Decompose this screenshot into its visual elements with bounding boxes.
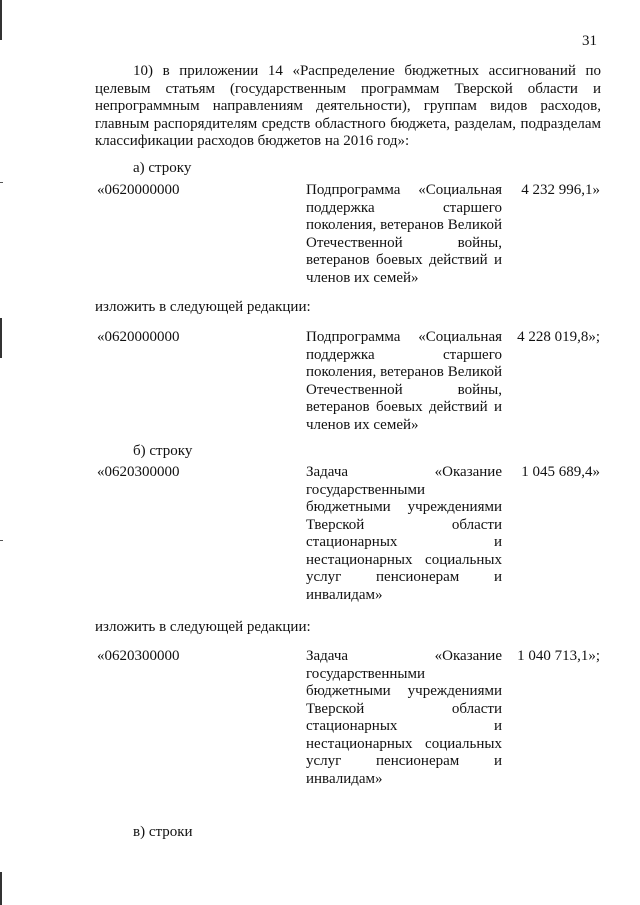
- row-code: «0620000000: [97, 329, 180, 345]
- row-code: «0620300000: [97, 648, 180, 664]
- row-description: Подпрограмма «Социальная поддержка старшего поколения, ветеранов Великой Отечественной войны, ветеранов боевых действий и членов их семей»: [306, 182, 502, 286]
- scan-margin-line: [0, 872, 2, 905]
- row-amount: 4 232 996,1»: [521, 182, 600, 198]
- row-description: Подпрограмма «Социальная поддержка старшего поколения, ветеранов Великой Отечественной войны, ветеранов боевых действий и членов их семей»: [306, 329, 502, 433]
- item-b-label: б) строку: [133, 443, 193, 459]
- scan-margin-tick: [0, 540, 3, 541]
- scan-margin-line: [0, 0, 2, 40]
- row-description: Задача «Оказание государственными бюджетными учреждениями Тверской области стационарных и нестационарных социальных услуг пенсионерам и инвалидам»: [306, 648, 502, 787]
- row-code: «0620300000: [97, 464, 180, 480]
- item-a-replace-label: изложить в следующей редакции:: [95, 299, 311, 315]
- row-amount: 4 228 019,8»;: [517, 329, 600, 345]
- row-code: «0620000000: [97, 182, 180, 198]
- row-amount: 1 045 689,4»: [521, 464, 600, 480]
- row-description: Задача «Оказание государственными бюджетными учреждениями Тверской области стационарных и нестационарных социальных услуг пенсионерам и инвалидам»: [306, 464, 502, 603]
- item-b-replace-label: изложить в следующей редакции:: [95, 619, 311, 635]
- scan-margin-tick: [0, 182, 3, 183]
- scan-margin-line: [0, 318, 2, 358]
- amendment-intro: 10) в приложении 14 «Распределение бюджетных ассигнований по целевым статьям (государственным программам Тверской области и непрограммным направлениям деятельности), группам видов расходов, главным распорядителям средств областного бюджета, разделам, подразделам классификации расходов бюджетов на 2016 год»:: [95, 63, 601, 149]
- item-c-label: в) строки: [133, 824, 193, 840]
- item-a-label: а) строку: [133, 160, 192, 176]
- row-amount: 1 040 713,1»;: [517, 648, 600, 664]
- page-number: 31: [582, 33, 597, 49]
